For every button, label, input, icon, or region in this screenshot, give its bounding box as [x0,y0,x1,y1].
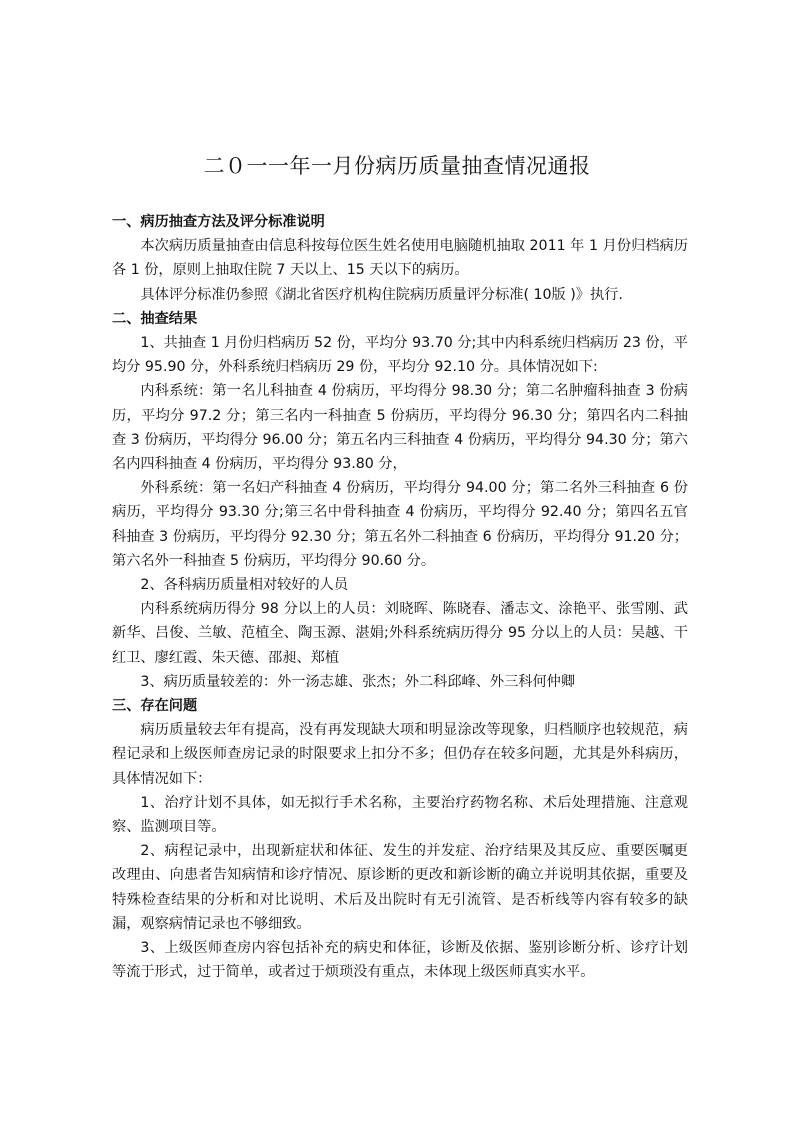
paragraph: 2、各科病历质量相对较好的人员 [140,577,349,594]
paragraph: 内科系统：第一名儿科抽查 4 份病历，平均得分 98.30 分；第二名肿瘤科抽查 3 份病历，平均分 97.2 分；第三名内一科抽查 5 份病历，平均得分 96.30 分；第四名内二科抽查 3 份病历，平均得分 96.00 分；第五名内三科抽查 4 份病历，平均得分 94.30 分；第六名内四科抽查 4 份病历，平均得分 93.80 分， [112,383,688,473]
paragraph: 具体评分标准仍参照《湖北省医疗机构住院病历质量评分标准( 10版 )》执行. [140,286,623,303]
page-title: 二０一一年一月份病历质量抽查情况通报 [203,154,591,178]
paragraph: 本次病历质量抽查由信息科按每位医生姓名使用电脑随机抽取 2011 年 1 月份归档病历各 1 份，原则上抽取住院 7 天以上、15 天以下的病历。 [112,238,688,279]
section-heading: 二、抽查结果 [112,310,198,327]
document-body [112,210,688,985]
paragraph: 2、病程记录中，出现新症状和体征、发生的并发症、治疗结果及其反应、重要医嘱更改理由、向患者告知病情和诊疗情况、原诊断的更改和新诊断的确立并说明其依据，重要及特殊检查结果的分析和对比说明、术后及出院时有无引流管、是否析线等内容有较多的缺漏，观察病情记录也不够细致。 [112,843,688,932]
paragraph: 3、上级医师查房内容包括补充的病史和体征，诊断及依据、鉴别诊断分析、诊疗计划等流于形式，过于简单，或者过于烦琐没有重点，未体现上级医师真实水平。 [112,940,688,981]
paragraph: 内科系统病历得分 98 分以上的人员：刘晓晖、陈晓春、潘志文、涂艳平、张雪刚、武新华、吕俊、兰敏、范植全、陶玉源、湛娟;外科系统病历得分 95 分以上的人员：吴越、干红卫、廖红霞、朱天德、邵昶、郑植 [112,601,688,666]
paragraph: 外科系统：第一名妇产科抽查 4 份病历，平均得分 94.00 分；第二名外三科抽查 6 份病历，平均得分 93.30 分;第三名中骨科抽查 4 份病历，平均得分 92.40 分；第四名五官科抽查 3 份病历，平均得分 92.30 分；第五名外二科抽查 6 份病历，平均得分 91.20 分；第六名外一科抽查 5 份病历，平均得分 90.60 分。 [112,480,688,569]
paragraph: 3、病历质量较差的：外一汤志雄、张杰；外二科邱峰、外三科何仲卿 [140,673,576,690]
section-heading: 三、存在问题 [112,698,198,715]
paragraph: 1、治疗计划不具体，如无拟行手术名称，主要治疗药物名称、术后处理措施、注意观察、监测项目等。 [112,794,688,836]
paragraph: 病历质量较去年有提高，没有再发现缺大项和明显涂改等现象，归档顺序也较规范，病程记录和上级医师查房记录的时限要求上扣分不多；但仍存在较多问题，尤其是外科病历，具体情况如下： [112,722,688,787]
paragraph: 1、共抽查 1 月份归档病历 52 份，平均分 93.70 分;其中内科系统归档病历 23 份，平均分 95.90 分，外科系统归档病历 29 份，平均分 92.10 分。具体情况如下: [112,335,688,376]
section-heading: 一、病历抽查方法及评分标准说明 [112,214,325,230]
